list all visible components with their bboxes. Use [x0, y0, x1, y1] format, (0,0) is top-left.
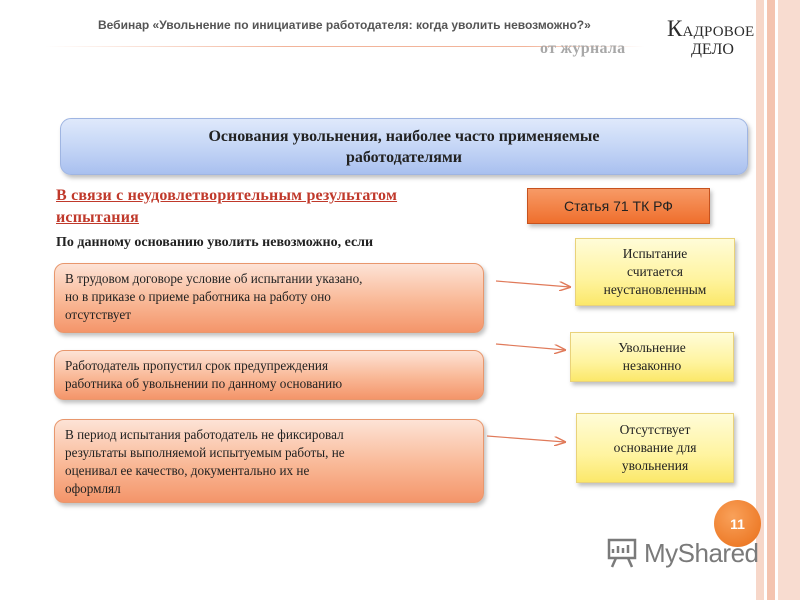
watermark-text: MyShared [644, 537, 759, 568]
presentation-board-icon [606, 536, 640, 570]
condition-line: отсутствует [65, 307, 131, 322]
reason-heading-line-2: испытания [56, 209, 139, 226]
condition-line: В трудовом договоре условие об испытании указано, [65, 271, 363, 286]
condition-line: работника об увольнении по данному основанию [65, 376, 343, 391]
result-line: увольнения [621, 458, 689, 473]
reason-heading-line-1: В связи с неудовлетворительным результатом [56, 187, 398, 204]
arrow-3 [487, 436, 565, 442]
banner-line-1: Основания увольнения, наиболее часто применяемые [208, 127, 600, 145]
page-number-badge: 11 [714, 500, 761, 547]
result-line: основание для [613, 440, 697, 455]
header-subtitle: от журнала [540, 40, 626, 57]
result-line: считается [626, 264, 684, 279]
arrow-2 [496, 344, 565, 350]
result-line: Отсутствует [619, 422, 691, 437]
result-line: Увольнение [618, 340, 686, 355]
result-line: неустановленным [603, 282, 707, 297]
condition-line: оформлял [65, 481, 121, 496]
condition-line: но в приказе о приеме работника на работу оно [65, 289, 331, 304]
result-line: незаконно [622, 358, 682, 373]
article-badge: Статья 71 ТК РФ [527, 188, 710, 224]
condition-line: В период испытания работодатель не фиксировал [65, 427, 344, 442]
arrow-1 [496, 281, 570, 287]
condition-line: Работодатель пропустил срок предупреждения [65, 358, 329, 373]
logo-word-1: АДРОВОЕ [682, 24, 755, 40]
condition-line: результаты выполняемой испытуемым работы, не [65, 445, 345, 460]
logo-initial: К [667, 16, 683, 41]
banner-line-2: работодателями [345, 148, 463, 166]
logo-word-2: ДЕЛО [691, 41, 734, 58]
result-line: Испытание [622, 246, 688, 261]
myshared-watermark [606, 536, 759, 570]
webinar-title: Вебинар «Увольнение по инициативе работодателя: когда уволить невозможно?» [98, 18, 591, 32]
condition-intro: По данному основанию уволить невозможно, если [56, 235, 374, 250]
condition-line: оценивал ее качество, документально их не [65, 463, 310, 478]
